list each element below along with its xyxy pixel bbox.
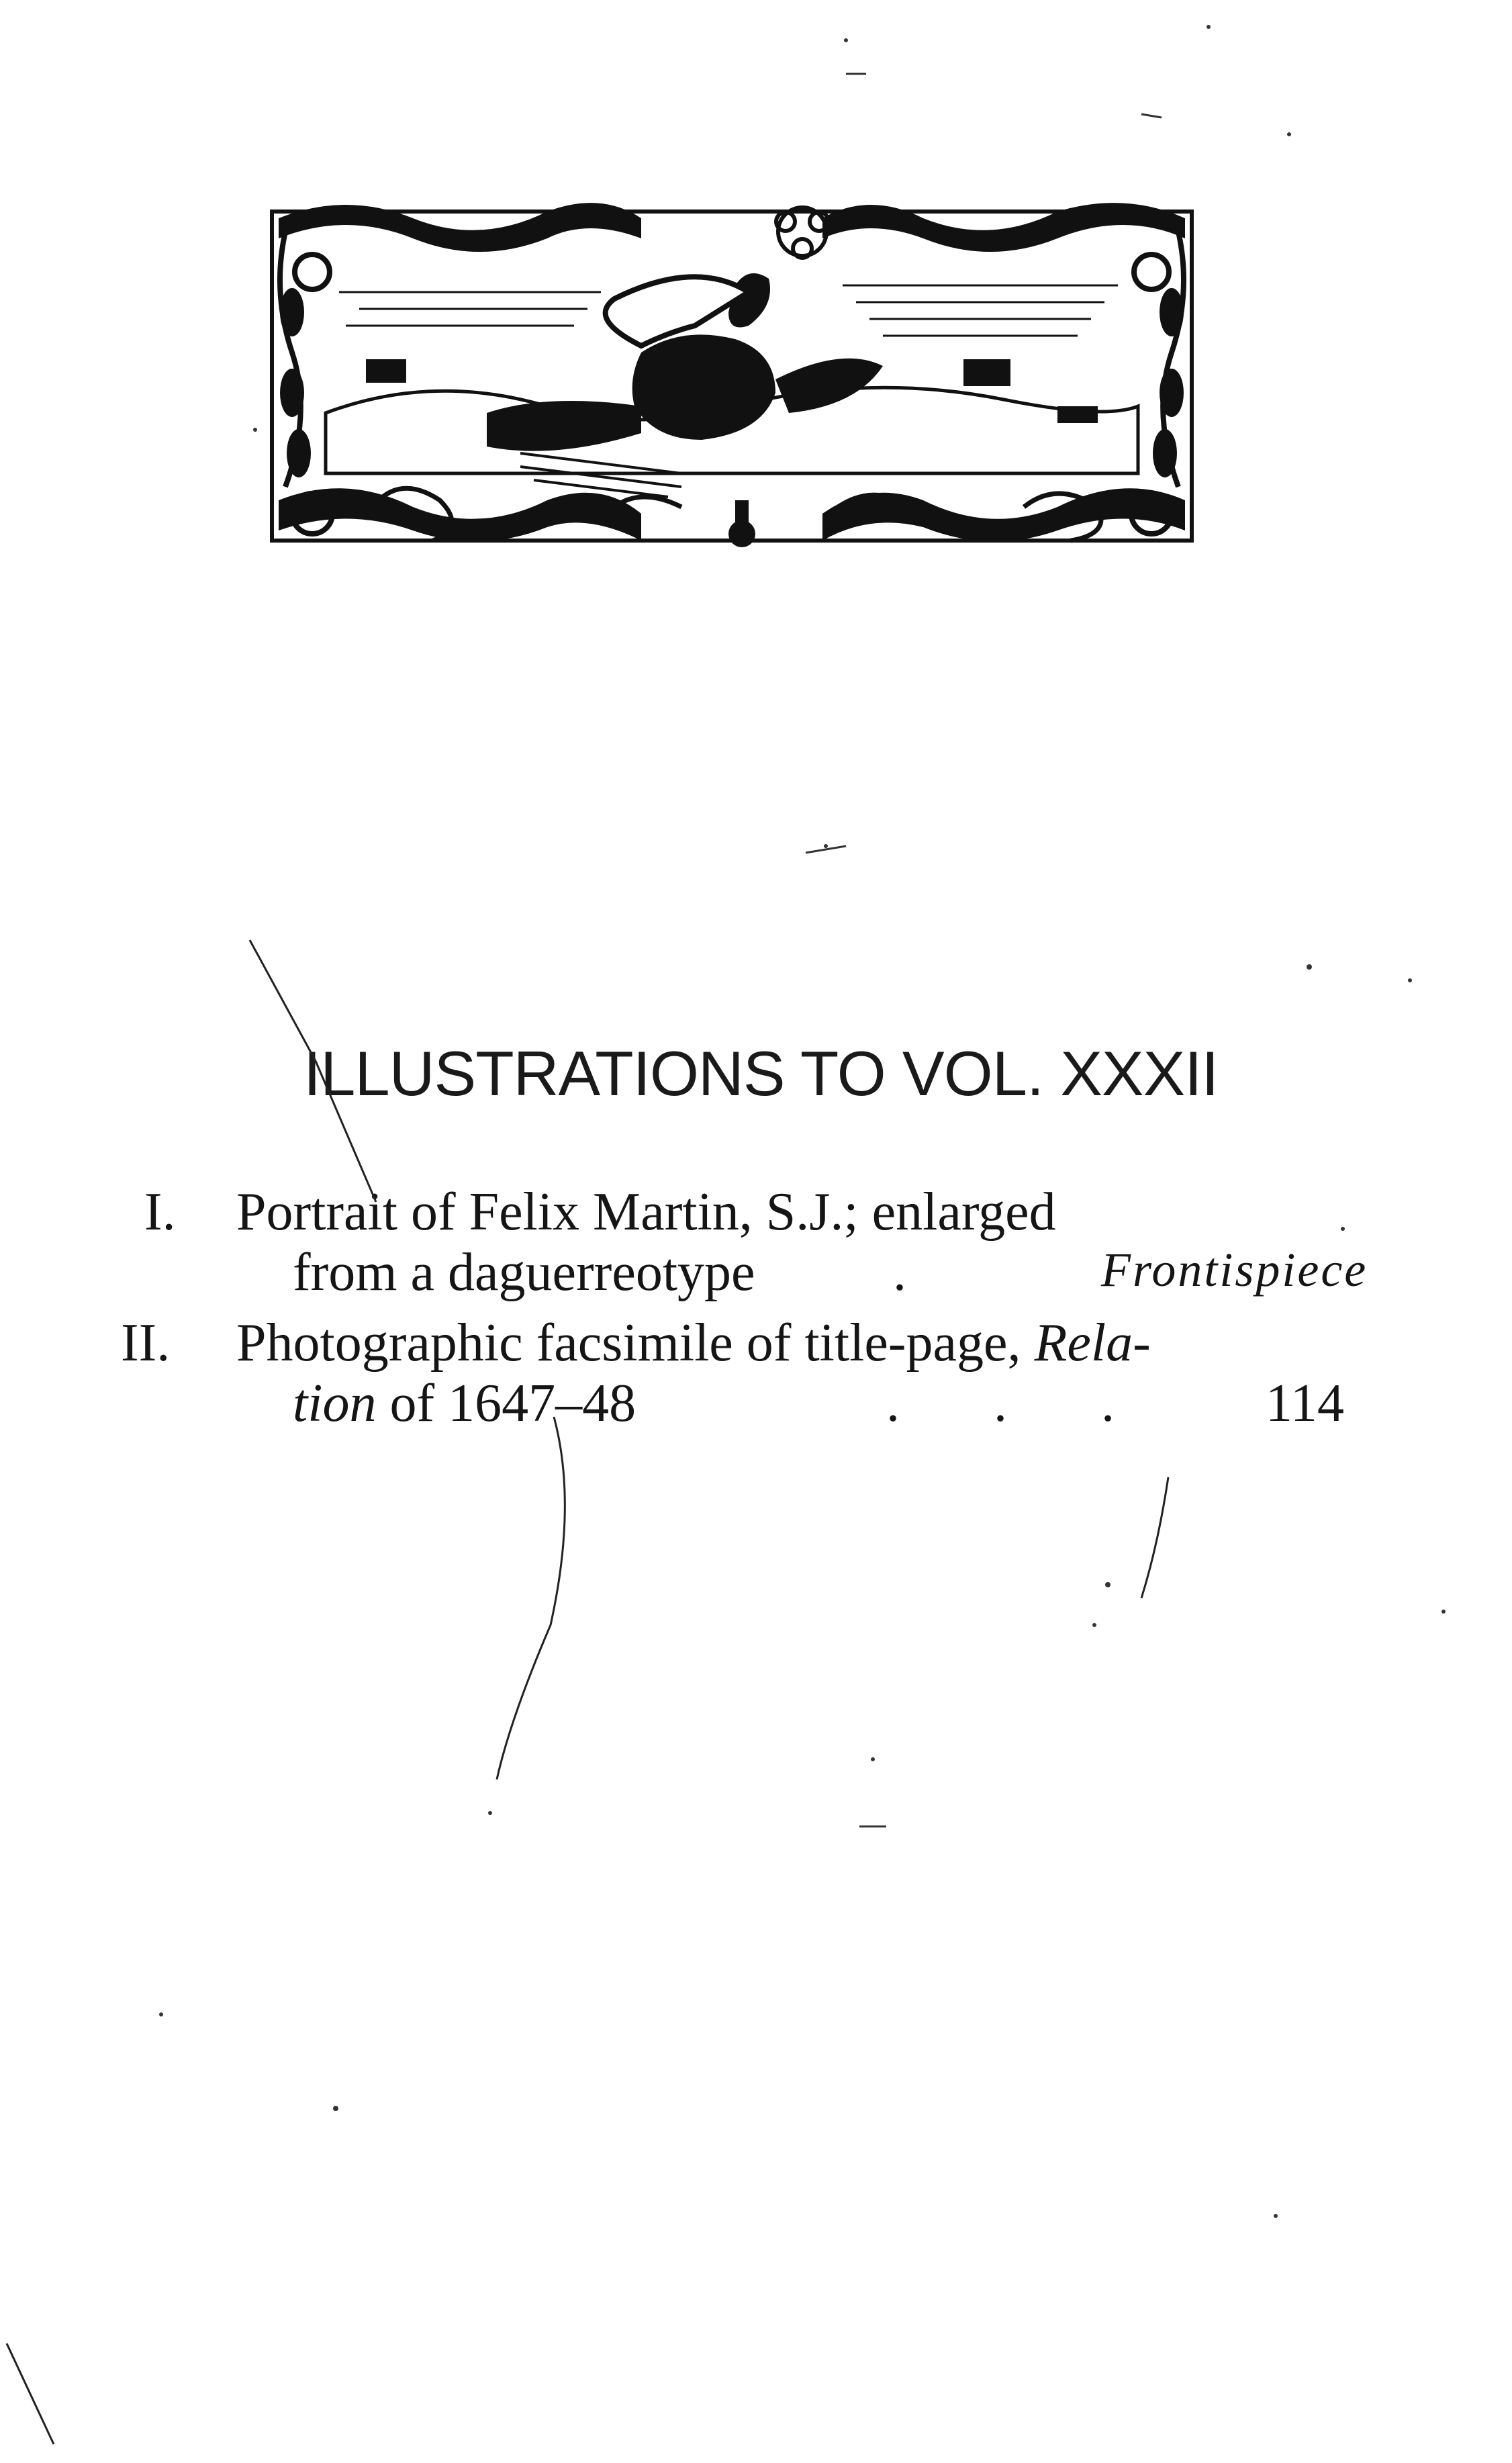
entry-1-page-ref: Frontispiece <box>1101 1243 1368 1297</box>
entry-2-title-line-2-text: of 1647–48 <box>389 1374 636 1433</box>
entry-2-page-ref: 114 <box>1266 1374 1345 1433</box>
entry-2-numeral: II. <box>121 1313 171 1373</box>
entry-1-leaders: . <box>893 1243 906 1302</box>
entry-1-title-line-2: from a daguerreotype <box>293 1243 755 1302</box>
entry-2-title-line-2-italic: tion <box>293 1374 377 1433</box>
entry-2-title-line-1-text: Photographic facsimile of title-page, <box>236 1313 1021 1373</box>
entry-1-numeral: I. <box>144 1182 176 1242</box>
entry-2-leaders: . . . <box>886 1374 1115 1433</box>
entry-2-title-line-1-italic: Rela- <box>1034 1313 1151 1373</box>
entry-1-title-line-1: Portrait of Felix Martin, S.J.; enlarged <box>236 1182 1056 1242</box>
page-title: ILLUSTRATIONS TO VOL. XXXII <box>303 1038 1219 1109</box>
